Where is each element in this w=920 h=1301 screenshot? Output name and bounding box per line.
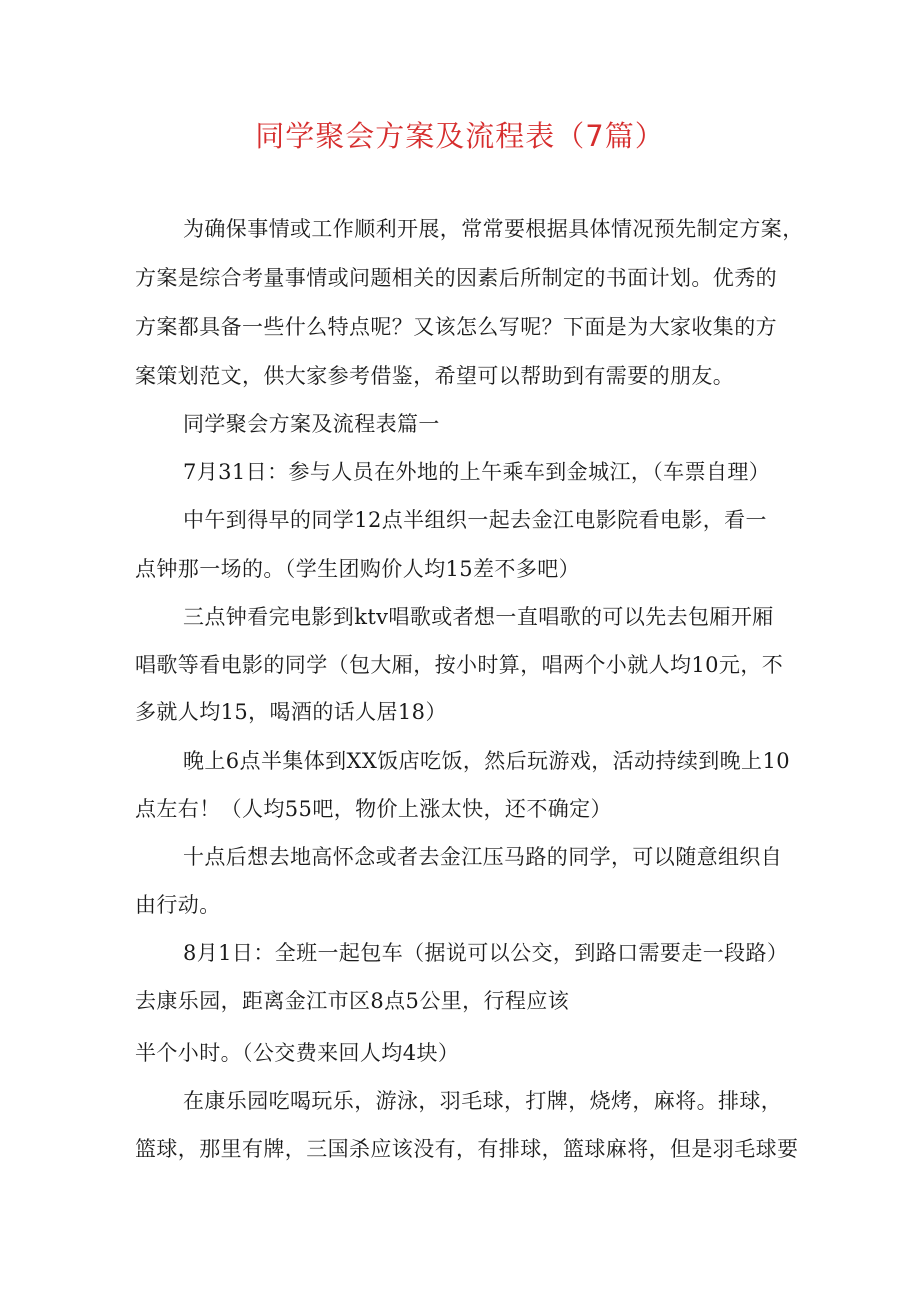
paragraph-line: 7月31日：参与人员在外地的上午乘车到金城江，（车票自理） — [183, 460, 771, 484]
section-heading: 同学聚会方案及流程表篇一 — [183, 412, 440, 436]
document-title: 同学聚会方案及流程表（7篇） — [255, 119, 665, 153]
paragraph-line: 半个小时。（公交费来回人均4块） — [135, 1041, 460, 1065]
paragraph-line: 为确保事情或工作顺利开展，常常要根据具体情况预先制定方案， — [183, 217, 804, 241]
paragraph-line: 点钟那一场的。（学生团购价人均15差不多吧） — [135, 557, 581, 581]
paragraph-line: 晚上6点半集体到XX饭店吃饭，然后玩游戏，活动持续到晚上10 — [183, 749, 790, 773]
paragraph-line: 方案是综合考量事情或问题相关的因素后所制定的书面计划。优秀的 — [135, 266, 777, 290]
paragraph-line: 案策划范文，供大家参考借鉴，希望可以帮助到有需要的朋友。 — [135, 364, 735, 388]
paragraph-line: 篮球，那里有牌，三国杀应该没有，有排球，篮球麻将，但是羽毛球要 — [135, 1137, 799, 1161]
paragraph-line: 方案都具备一些什么特点呢？又该怎么写呢？下面是为大家收集的方 — [135, 315, 777, 339]
paragraph-line: 唱歌等看电影的同学（包大厢，按小时算，唱两个小就人均10元，不 — [135, 653, 784, 677]
paragraph-line: 去康乐园，距离金江市区8点5公里，行程应该 — [135, 989, 570, 1013]
paragraph-line: 中午到得早的同学12点半组织一起去金江电影院看电影，看一 — [183, 508, 767, 532]
paragraph-line: 由行动。 — [135, 893, 221, 917]
paragraph-line: 十点后想去地高怀念或者去金江压马路的同学，可以随意组织自 — [183, 845, 783, 869]
paragraph-line: 在康乐园吃喝玩乐，游泳，羽毛球，打牌，烧烤，麻将。排球， — [183, 1089, 783, 1113]
paragraph-line: 点左右！（人均55吧，物价上涨太快，还不确定） — [135, 797, 612, 821]
paragraph-line: 8月1日：全班一起包车（据说可以公交，到路口需要走一段路） — [183, 941, 789, 965]
paragraph-line: 多就人均15，喝酒的话人居18） — [135, 700, 447, 724]
paragraph-line: 三点钟看完电影到ktv唱歌或者想一直唱歌的可以先去包厢开厢 — [183, 605, 774, 629]
